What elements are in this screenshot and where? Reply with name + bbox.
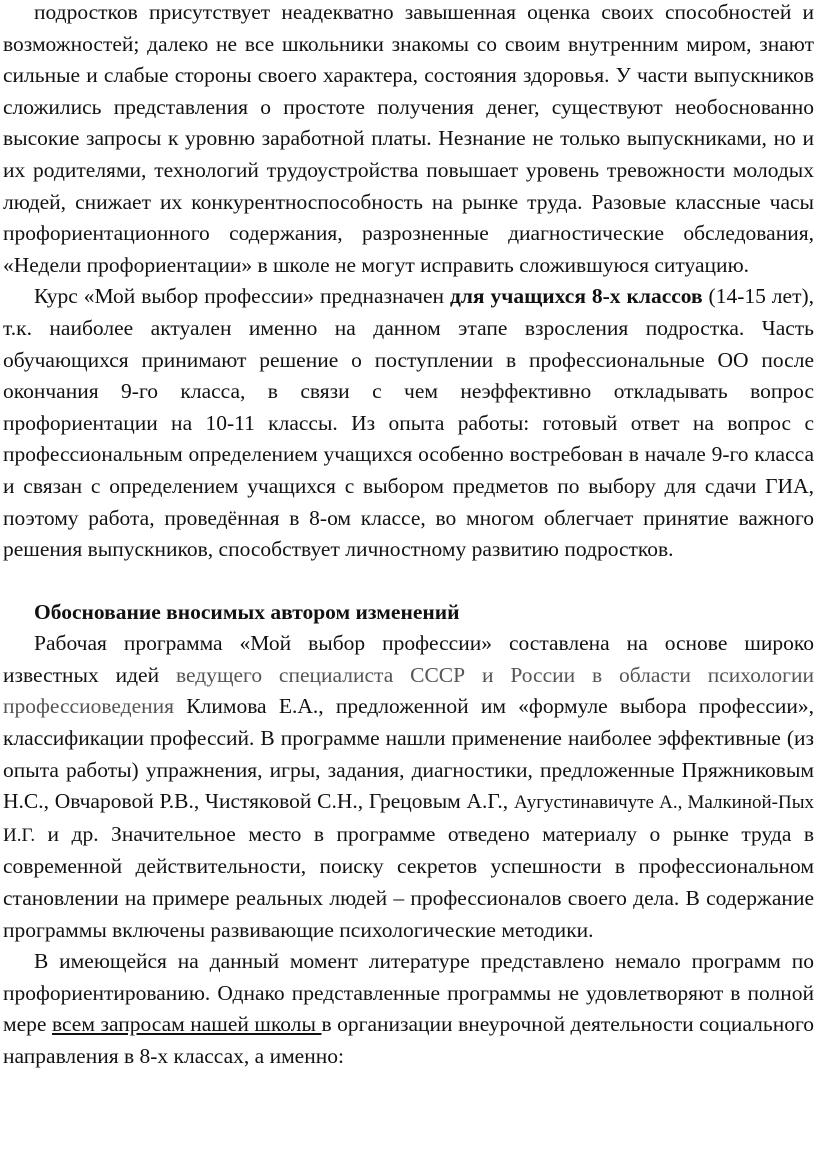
paragraph-3-text-middle: Климова Е.А., предложенной им «формуле выбора профессии», классификации профессий. В программе нашли применение наиболее эффективные (из опыта работы) упражнения, игры, задания, диагностики, предложенные Пряжниковым Н.С., Овчаровой Р.В., Чистяковой С.Н., Грецовым А.Г., bbox=[3, 694, 814, 814]
paragraph-3-small-text: Аугустинавичуте А., Малкиной-Пых И.Г. bbox=[3, 792, 814, 846]
paragraph-3 bbox=[3, 628, 814, 946]
paragraph-4 bbox=[3, 946, 814, 1072]
paragraph-4-text-end: в организации внеурочной деятельности социального направления в 8-х классах, а именно: bbox=[3, 1012, 814, 1068]
paragraph-2 bbox=[3, 281, 814, 565]
paragraph-2-emphasis: для учащихся 8-х классов bbox=[449, 284, 703, 309]
paragraph-4-underlined-text: всем запросам нашей школы bbox=[51, 1012, 322, 1037]
paragraph-4-text-start: В имеющейся на данный момент литературе представлено немало программ по профориентированию. Однако представленные программы не удовлетворяют в полной мере bbox=[3, 949, 814, 1037]
paragraph-2-text-start: Курс «Мой выбор профессии» предназначен bbox=[34, 284, 450, 309]
paragraph-3-grey-text: ведущего специалиста СССР и России в области психологии профессиоведения bbox=[3, 662, 814, 719]
paragraph-2-text-end: (14-15 лет), т.к. наиболее актуален именно на данном этапе взросления подростка. Часть обучающихся принимают решение о поступлении в профессиональные ОО после окончания 9-го класса, в связи с чем неэффективно откладывать вопрос профориентации на 10-11 классы. Из опыта работы: готовый ответ на вопрос с профессиональным определением учащихся особенно востребован в начале 9-го класса и связан с определением учащихся с выбором предметов по выбору для сдачи ГИА, поэтому работа, проведённая в 8-ом классе, во многом облегчает принятие важного решения выпускников, способствует личностному развитию подростков. bbox=[3, 284, 815, 562]
paragraph-1 bbox=[3, 0, 814, 281]
section-spacer bbox=[3, 566, 814, 597]
paragraph-3-text-start: Рабочая программа «Мой выбор профессии» составлена на основе широко известных идей bbox=[3, 631, 814, 687]
paragraph-3-text-end: и др. Значительное место в программе отведено материалу о рынке труда в современной действительности, поиску секретов успешности в профессиональном становлении на примере реальных людей – профессионалов своего дела. В содержание программы включены развивающие психологические методики. bbox=[3, 821, 814, 942]
paragraph-1-text: подростков присутствует неадекватно завышенная оценка своих способностей и возможностей; далеко не все школьники знакомы со своим внутренним миром, знают сильные и слабые стороны своего характера, состояния здоровья. У части выпускников сложились представления о простоте получения денег, существуют необоснованно высокие запросы к уровню заработной платы. Незнание не только выпускниками, но и их родителями, технологий трудоустройства повышает уровень тревожности молодых людей, снижает их конкурентноспособность на рынке труда. Разовые классные часы профориентационного содержания, разрозненные диагностические обследования, «Недели профориентации» в школе не могут исправить сложившуюся ситуацию. bbox=[3, 0, 814, 277]
section-heading: Обоснование вносимых автором изменений bbox=[34, 599, 460, 624]
